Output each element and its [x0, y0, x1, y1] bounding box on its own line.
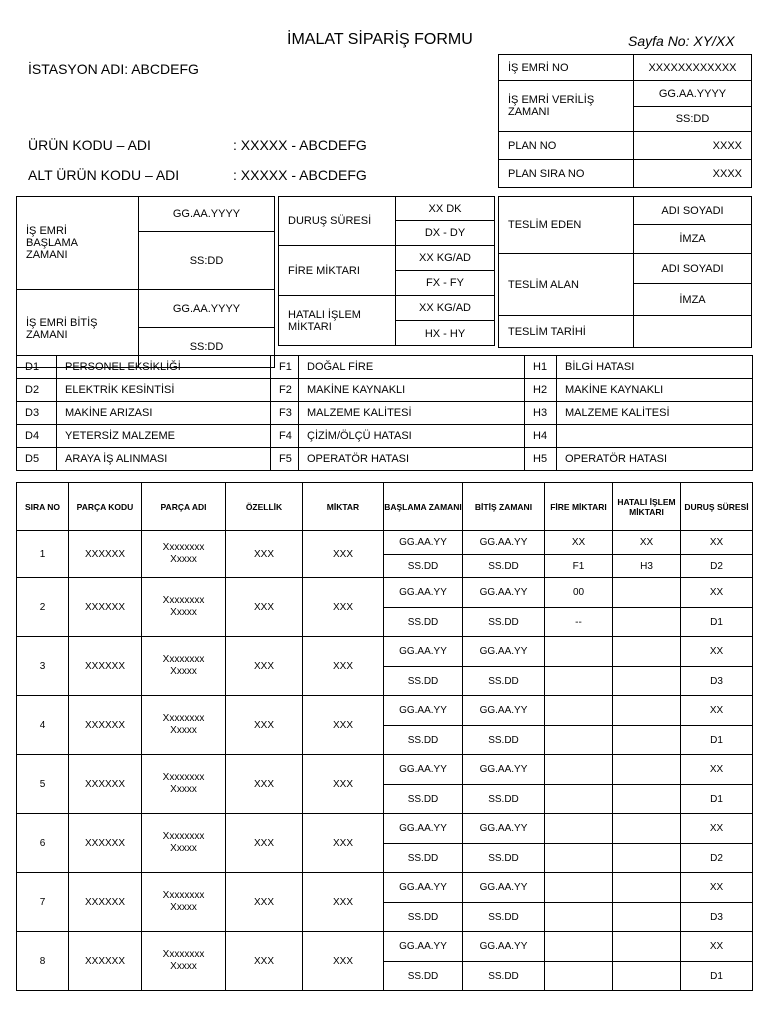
scrap-code: -- — [545, 608, 613, 637]
faulty-code — [613, 785, 681, 814]
defect-reason — [557, 425, 753, 448]
plan-no-label: PLAN NO — [508, 139, 557, 152]
column-header: PARÇA ADI — [142, 483, 226, 531]
part-name: Xxxxxxxx Xxxxx — [142, 814, 226, 873]
received-by-label: TESLİM ALAN — [508, 278, 579, 291]
feature: XXX — [226, 637, 303, 696]
end-date: GG.AA.YY — [463, 873, 545, 903]
end-time: SS.DD — [463, 903, 545, 932]
received-by-name: ADI SOYADI — [661, 262, 724, 275]
end-time: SS.DD — [463, 962, 545, 991]
start-time: SS.DD — [384, 726, 463, 755]
scrap-amount — [545, 755, 613, 785]
downtime-code: D4 — [17, 425, 57, 448]
start-time: SS.DD — [384, 608, 463, 637]
plan-no-value: XXXX — [712, 139, 742, 152]
defect-code: H4 — [525, 425, 557, 448]
form-title: İMALAT SİPARİŞ FORMU — [287, 31, 473, 48]
feature: XXX — [226, 531, 303, 578]
faulty-amount — [613, 873, 681, 903]
scrap-code: F4 — [271, 425, 299, 448]
faulty-label: HATALI İŞLEM MİKTARI — [288, 309, 361, 333]
defect-code: H3 — [525, 402, 557, 425]
quantity: XXX — [303, 531, 384, 578]
faulty-code — [613, 903, 681, 932]
scrap-code — [545, 903, 613, 932]
end-date-value: GG.AA.YYYY — [172, 302, 241, 315]
row-number: 7 — [17, 873, 69, 932]
production-table — [16, 482, 753, 991]
part-code: XXXXXX — [69, 932, 142, 991]
downtime-code: D5 — [17, 448, 57, 471]
faulty-amount — [613, 578, 681, 608]
scrap-value: XX KG/AD — [419, 252, 471, 264]
defect-reason: OPERATÖR HATASI — [557, 448, 753, 471]
table-row — [17, 531, 753, 555]
row-number: 5 — [17, 755, 69, 814]
sub-product-code-value: : XXXXX - ABCDEFG — [233, 167, 367, 183]
defect-code: H1 — [525, 356, 557, 379]
downtime-codes: DX - DY — [424, 227, 466, 239]
downtime: XX — [681, 578, 753, 608]
sub-product-code-label: ALT ÜRÜN KODU – ADI — [28, 167, 180, 183]
downtime-code: D2 — [681, 555, 753, 578]
scrap-code: F3 — [271, 402, 299, 425]
table-row — [17, 578, 753, 608]
start-time: SS.DD — [384, 903, 463, 932]
issue-time-value: SS:DD — [675, 113, 710, 125]
faulty-code — [613, 844, 681, 873]
part-name: Xxxxxxxx Xxxxx — [142, 755, 226, 814]
downtime-code: D1 — [681, 785, 753, 814]
table-row — [17, 873, 753, 903]
scrap-amount — [545, 932, 613, 962]
downtime: XX — [681, 814, 753, 844]
scrap-code — [545, 785, 613, 814]
scrap-code — [545, 962, 613, 991]
column-header: FİRE MİKTARI — [545, 483, 613, 531]
part-name: Xxxxxxxx Xxxxx — [142, 932, 226, 991]
work-order-no-label: İŞ EMRİ NO — [508, 61, 569, 74]
end-time-value: SS:DD — [189, 341, 224, 353]
end-date: GG.AA.YY — [463, 696, 545, 726]
column-header: HATALI İŞLEM MİKTARI — [613, 483, 681, 531]
quantity: XXX — [303, 932, 384, 991]
product-code-value: : XXXXX - ABCDEFG — [233, 137, 367, 153]
end-time: SS.DD — [463, 844, 545, 873]
quantity: XXX — [303, 578, 384, 637]
downtime: XX — [681, 696, 753, 726]
table-row — [17, 637, 753, 667]
faulty-code: H3 — [613, 555, 681, 578]
table-row — [17, 696, 753, 726]
start-time: SS.DD — [384, 667, 463, 696]
downtime: XX — [681, 873, 753, 903]
downtime-code: D3 — [681, 667, 753, 696]
end-time: SS.DD — [463, 667, 545, 696]
downtime-reason: ARAYA İŞ ALINMASI — [57, 448, 271, 471]
start-date: GG.AA.YY — [384, 696, 463, 726]
scrap-code: F2 — [271, 379, 299, 402]
downtime-code: D1 — [681, 608, 753, 637]
code-legend-table — [16, 355, 753, 471]
scrap-amount: XX — [545, 531, 613, 555]
scrap-reason: MAKİNE KAYNAKLI — [299, 379, 525, 402]
downtime-reason: PERSONEL EKSİKLİĞİ — [57, 356, 271, 379]
scrap-amount — [545, 696, 613, 726]
downtime: XX — [681, 637, 753, 667]
start-date-value: GG.AA.YYYY — [172, 208, 241, 220]
column-header: MİKTAR — [303, 483, 384, 531]
delivered-by-name: ADI SOYADI — [661, 204, 724, 217]
scrap-amount — [545, 873, 613, 903]
column-header: SIRA NO — [17, 483, 69, 531]
downtime-code: D3 — [681, 903, 753, 932]
column-header: PARÇA KODU — [69, 483, 142, 531]
row-number: 3 — [17, 637, 69, 696]
downtime-code: D3 — [17, 402, 57, 425]
faulty-amount — [613, 755, 681, 785]
faulty-code — [613, 667, 681, 696]
scrap-code: F1 — [271, 356, 299, 379]
faulty-code — [613, 962, 681, 991]
faulty-amount — [613, 696, 681, 726]
scrap-label: FİRE MİKTARI — [288, 264, 360, 277]
feature: XXX — [226, 696, 303, 755]
table-row — [17, 932, 753, 962]
row-number: 2 — [17, 578, 69, 637]
scrap-code — [545, 667, 613, 696]
faulty-codes: HX - HY — [424, 327, 466, 340]
delivered-by-signature: İMZA — [679, 233, 706, 245]
quantity: XXX — [303, 873, 384, 932]
code-legend-row — [17, 448, 753, 471]
delivery-date-label: TESLİM TARİHİ — [508, 326, 586, 338]
page-number: Sayfa No: XY/XX — [628, 33, 735, 49]
scrap-code — [545, 844, 613, 873]
plan-order-no-label: PLAN SIRA NO — [508, 167, 585, 180]
row-number: 1 — [17, 531, 69, 578]
feature: XXX — [226, 814, 303, 873]
downtime-code: D1 — [681, 962, 753, 991]
end-date: GG.AA.YY — [463, 755, 545, 785]
scrap-amount: 00 — [545, 578, 613, 608]
faulty-amount — [613, 814, 681, 844]
start-time-label: İŞ EMRİ BAŞLAMA ZAMANI — [26, 225, 78, 261]
downtime-value: XX DK — [428, 202, 462, 215]
start-time: SS.DD — [384, 785, 463, 814]
downtime-code: D1 — [681, 726, 753, 755]
faulty-value: XX KG/AD — [419, 302, 471, 314]
work-order-no-value: XXXXXXXXXXXX — [648, 61, 737, 74]
end-date: GG.AA.YY — [463, 578, 545, 608]
end-time: SS.DD — [463, 726, 545, 755]
quantity: XXX — [303, 637, 384, 696]
code-legend-row — [17, 356, 753, 379]
column-header: BAŞLAMA ZAMANI — [384, 483, 463, 531]
quantity: XXX — [303, 814, 384, 873]
start-date: GG.AA.YY — [384, 531, 463, 555]
scrap-reason: MALZEME KALİTESİ — [299, 402, 525, 425]
column-header: ÖZELLİK — [226, 483, 303, 531]
part-name: Xxxxxxxx Xxxxx — [142, 578, 226, 637]
start-time: SS.DD — [384, 844, 463, 873]
start-date: GG.AA.YY — [384, 637, 463, 667]
scrap-code — [545, 726, 613, 755]
scrap-amount — [545, 637, 613, 667]
issue-time-label: İŞ EMRİ VERİLİŞ ZAMANI — [508, 94, 595, 118]
feature: XXX — [226, 932, 303, 991]
faulty-amount — [613, 932, 681, 962]
part-name: Xxxxxxxx Xxxxx — [142, 696, 226, 755]
start-date: GG.AA.YY — [384, 578, 463, 608]
plan-order-no-value: XXXX — [712, 167, 742, 180]
faulty-code — [613, 608, 681, 637]
defect-reason: BİLGİ HATASI — [557, 356, 753, 379]
end-time-label: İŞ EMRİ BİTİŞ ZAMANI — [26, 317, 98, 341]
part-code: XXXXXX — [69, 637, 142, 696]
column-header: DURUŞ SÜRESİ — [681, 483, 753, 531]
end-date: GG.AA.YY — [463, 932, 545, 962]
downtime-code: D1 — [17, 356, 57, 379]
part-name: Xxxxxxxx Xxxxx — [142, 873, 226, 932]
downtime-reason: ELEKTRİK KESİNTİSİ — [57, 379, 271, 402]
delivery-date-value — [633, 316, 752, 348]
part-code: XXXXXX — [69, 755, 142, 814]
part-code: XXXXXX — [69, 873, 142, 932]
faulty-amount: XX — [613, 531, 681, 555]
faulty-code — [613, 726, 681, 755]
scrap-code: F1 — [545, 555, 613, 578]
row-number: 6 — [17, 814, 69, 873]
part-code: XXXXXX — [69, 814, 142, 873]
scrap-reason: OPERATÖR HATASI — [299, 448, 525, 471]
delivered-by-label: TESLİM EDEN — [508, 219, 582, 231]
quantity: XXX — [303, 755, 384, 814]
part-name: Xxxxxxxx Xxxxx — [142, 637, 226, 696]
scrap-reason: DOĞAL FİRE — [299, 356, 525, 379]
start-date: GG.AA.YY — [384, 932, 463, 962]
scrap-code: F5 — [271, 448, 299, 471]
defect-code: H5 — [525, 448, 557, 471]
feature: XXX — [226, 873, 303, 932]
code-legend-row — [17, 425, 753, 448]
table-row — [17, 814, 753, 844]
defect-reason: MAKİNE KAYNAKLI — [557, 379, 753, 402]
quantity: XXX — [303, 696, 384, 755]
part-code: XXXXXX — [69, 578, 142, 637]
scrap-codes: FX - FY — [426, 277, 464, 289]
end-time: SS.DD — [463, 785, 545, 814]
column-header: BİTİŞ ZAMANI — [463, 483, 545, 531]
downtime-reason: YETERSİZ MALZEME — [57, 425, 271, 448]
end-date: GG.AA.YY — [463, 531, 545, 555]
station-name: İSTASYON ADI: ABCDEFG — [28, 61, 199, 77]
issue-date-value: GG.AA.YYYY — [658, 87, 727, 100]
part-code: XXXXXX — [69, 696, 142, 755]
downtime: XX — [681, 755, 753, 785]
faulty-amount — [613, 637, 681, 667]
start-date: GG.AA.YY — [384, 873, 463, 903]
row-number: 4 — [17, 696, 69, 755]
part-name: Xxxxxxxx Xxxxx — [142, 531, 226, 578]
received-by-signature: İMZA — [679, 293, 706, 306]
end-time: SS.DD — [463, 555, 545, 578]
start-time: SS.DD — [384, 555, 463, 578]
code-legend-row — [17, 379, 753, 402]
end-date: GG.AA.YY — [463, 814, 545, 844]
start-date: GG.AA.YY — [384, 814, 463, 844]
defect-reason: MALZEME KALİTESİ — [557, 402, 753, 425]
code-legend-row — [17, 402, 753, 425]
defect-code: H2 — [525, 379, 557, 402]
start-time: SS.DD — [384, 962, 463, 991]
row-number: 8 — [17, 932, 69, 991]
feature: XXX — [226, 578, 303, 637]
end-time: SS.DD — [463, 608, 545, 637]
downtime-code: D2 — [17, 379, 57, 402]
downtime: XX — [681, 531, 753, 555]
downtime: XX — [681, 932, 753, 962]
part-code: XXXXXX — [69, 531, 142, 578]
start-date: GG.AA.YY — [384, 755, 463, 785]
scrap-reason: ÇİZİM/ÖLÇÜ HATASI — [299, 425, 525, 448]
downtime-label: DURUŞ SÜRESİ — [288, 215, 372, 227]
product-code-label: ÜRÜN KODU – ADI — [28, 137, 151, 153]
downtime-code: D2 — [681, 844, 753, 873]
table-row — [17, 755, 753, 785]
start-time-value: SS:DD — [189, 254, 224, 267]
scrap-amount — [545, 814, 613, 844]
feature: XXX — [226, 755, 303, 814]
end-date: GG.AA.YY — [463, 637, 545, 667]
downtime-reason: MAKİNE ARIZASI — [57, 402, 271, 425]
